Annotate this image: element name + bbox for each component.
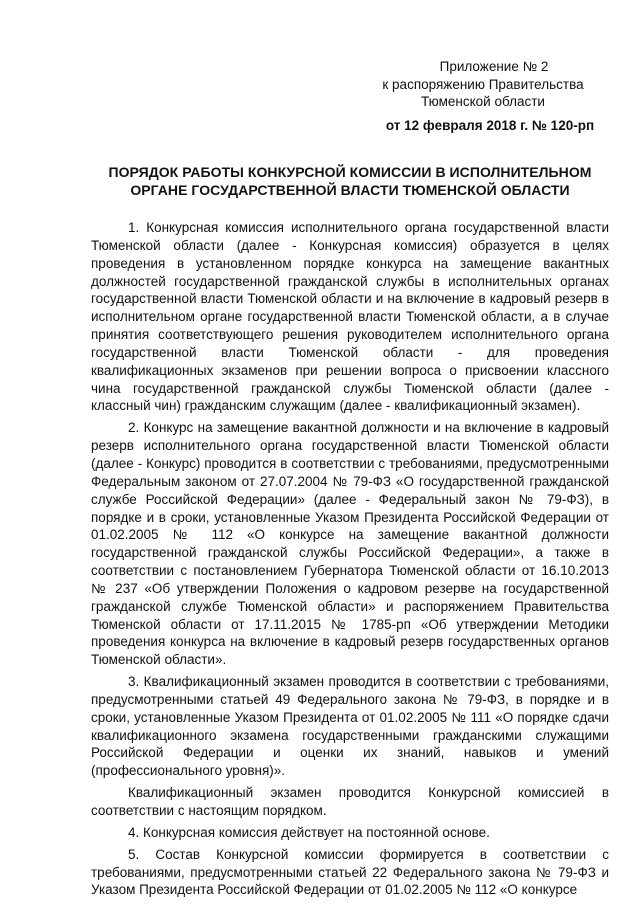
title-line2: ОРГАНЕ ГОСУДАРСТВЕННОЙ ВЛАСТИ ТЮМЕНСКОЙ ОБЛАСТИ [130, 181, 570, 198]
document-body [91, 219, 609, 903]
document-title [91, 164, 609, 199]
title-line1: ПОРЯДОК РАБОТЫ КОНКУРСНОЙ КОМИССИИ В ИСПОЛНИТЕЛЬНОМ [108, 164, 592, 180]
paragraph-2: 2. Конкурс на замещение вакантной должности и на включение в кадровый резерв исполнительного органа государственной власти Тюменской области (далее - Конкурс) проводится в соответствии с требованиями, предусмотренными Федеральным законом от 27.07.2004 № 79-ФЗ «О государственной гражданской службе Российской Федерации» (далее - Федеральный закон № 79-ФЗ), в порядке и в сроки, установленные Указом Президента Российской Федерации от 01.02.2005 № 112 «О конкурсе на замещение вакантной должности государственной гражданской службы Российской Федерации», а также в соответствии с постановлением Губернатора Тюменской области от 16.10.2013 № 237 «Об утверждении Положения о кадровом резерве на государственной гражданской службе Тюменской области» и распоряжением Правительства Тюменской области от 17.11.2015 № 1785-рп «Об утверждении Методики проведения конкурса на включение в кадровый резерв государственных органов Тюменской области». [91, 420, 609, 668]
paragraph-3-note: Квалификационный экзамен проводится Конкурсной комиссией в соответствии с настоящим порядком. [91, 785, 609, 818]
paragraph-5: 5. Состав Конкурсной комиссии формируется в соответствии с требованиями, предусмотренными статьей 22 Федерального закона № 79-ФЗ и Указом Президента Российской Федерации от 01.02.2005 № 112 «О конкурсе [91, 846, 609, 898]
paragraph-1: 1. Конкурсная комиссия исполнительного органа государственной власти Тюменской области (далее - Конкурсная комиссия) образуется в целях проведения в установленном порядке конкурса на замещение вакантных должностей государственной гражданской службы в исполнительных органах государственной власти Тюменской области и на включение в кадровый резерв в исполнительном органе государственной власти Тюменской области, а в случае принятия соответствующего решения руководителем исполнительного органа государственной власти Тюменской области - для проведения квалификационных экзаменов при решении вопроса о присвоении классного чина государственной гражданской службы Тюменской области (далее - классный чин) гражданским служащим (далее - квалификационный экзамен). [91, 220, 609, 414]
paragraph-4: 4. Конкурсная комиссия действует на постоянной основе. [128, 824, 490, 840]
order-reference-line1: к распоряжению Правительства [382, 76, 584, 92]
paragraph-3: 3. Квалификационный экзамен проводится в соответствии с требованиями, предусмотренными статьей 49 Федерального закона № 79-ФЗ, в порядке и в сроки, установленные Указом Президента от 01.02.2005 № 111 «О порядке сдачи квалификационного экзамена государственными гражданскими служащими Российской Федерации и оценки их знаний, навыков и умений (профессионального уровня)». [91, 674, 609, 779]
order-date-number: от 12 февраля 2018 г. № 120-рп [385, 117, 595, 133]
order-reference-line2: Тюменской области [421, 94, 545, 109]
document-header [360, 58, 606, 134]
annex-label: Приложение № 2 [439, 59, 549, 74]
